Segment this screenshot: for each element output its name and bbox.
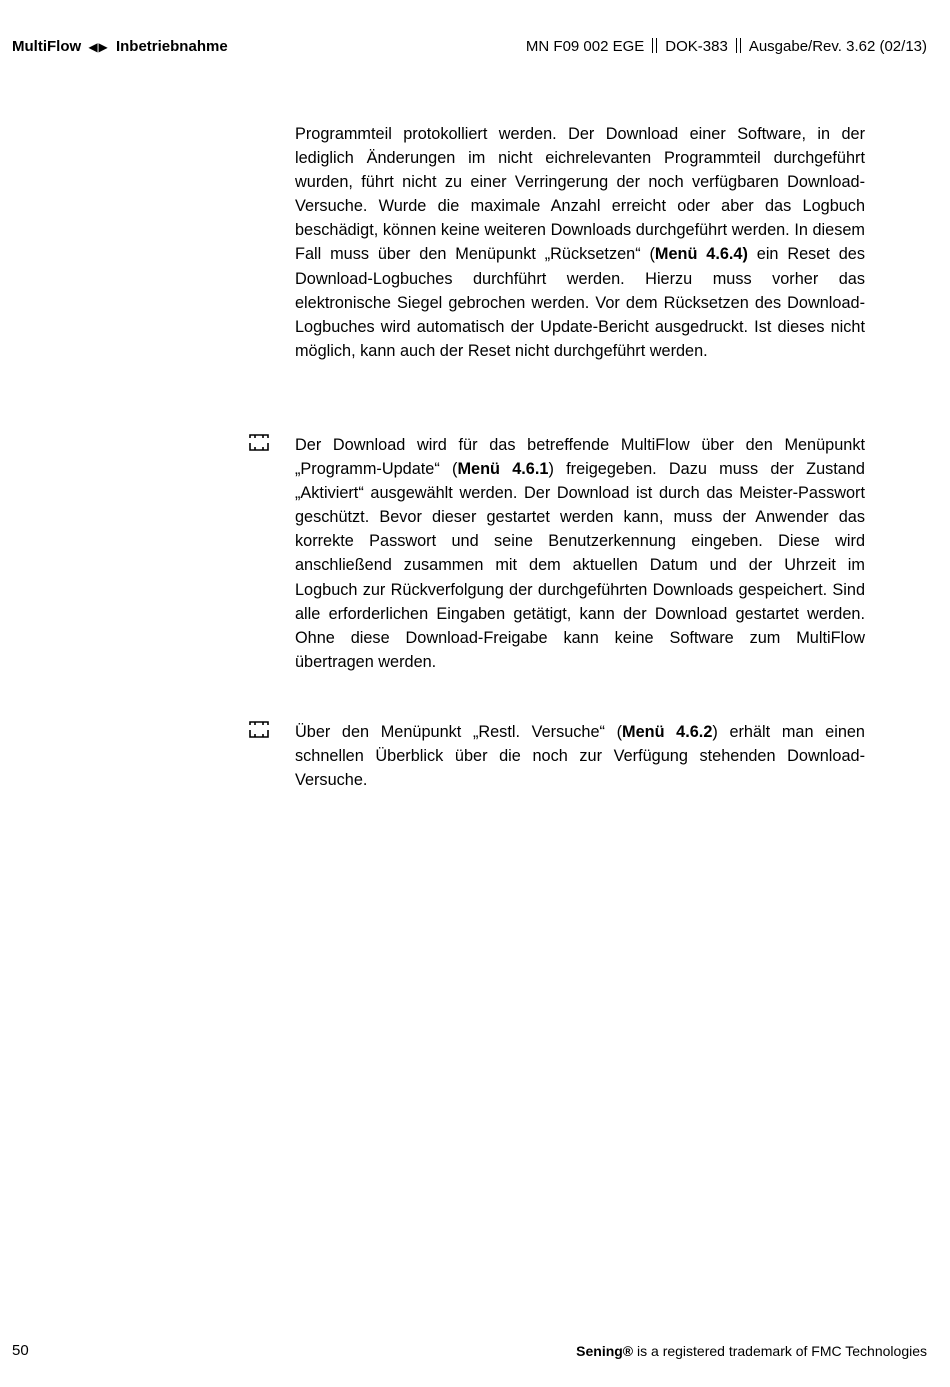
page-number: 50	[12, 1342, 29, 1359]
menu-reference: Menü 4.6.1	[457, 460, 549, 479]
bracket-note-icon	[249, 434, 269, 451]
paragraph-text: ein Reset des Download-Logbuches durchführt werden. Hierzu muss vorher das elektronische Siegel gebrochen werden. Vor dem Rücksetzen des Download-Logbuches wird automatisch der Update-Bericht ausgedruckt. Ist dieses nicht möglich, kann auch der Reset nicht durchgeführt werden.	[295, 245, 865, 360]
paragraph-text: ) erhält man einen schnellen Überblick über die noch zur Verfügung stehenden Download-Versuche.	[295, 723, 865, 790]
trademark-text: is a registered trademark of FMC Technologies	[633, 1343, 927, 1359]
page-header	[12, 38, 927, 60]
paragraph-text: Programmteil protokolliert werden. Der Download einer Software, in der lediglich Änderungen im nicht eichrelevanten Programmteil durchgeführt wurden, führt nicht zu einer Verringerung der noch verfügbaren Download-Versuche. Wurde die maximale Anzahl erreicht oder aber das Logbuch beschädigt, können keine weiteren Downloads durchgeführt werden. In diesem Fall muss über den Menüpunkt „Rücksetzen“ (	[295, 125, 865, 264]
header-title	[12, 38, 228, 55]
doc-number: MN F09 002 EGE	[525, 38, 645, 55]
separator	[736, 38, 741, 53]
paragraph	[295, 433, 865, 674]
revision: Ausgabe/Rev. 3.62 (02/13)	[748, 38, 927, 55]
menu-reference: Menü 4.6.4)	[654, 245, 748, 264]
bracket-note-icon	[249, 721, 269, 738]
trademark-brand: Sening®	[576, 1343, 634, 1359]
section-name: Inbetriebnahme	[115, 38, 228, 55]
doc-id: DOK-383	[665, 38, 728, 55]
menu-reference: Menü 4.6.2	[622, 723, 713, 741]
paragraph	[295, 720, 865, 792]
product-name: MultiFlow	[12, 38, 82, 55]
document-reference	[526, 38, 927, 55]
paragraph-text: Über den Menüpunkt „Restl. Versuche“ (	[295, 723, 623, 741]
separator	[652, 38, 657, 53]
nav-arrows-icon: ◀▶	[88, 40, 109, 54]
paragraph	[295, 122, 865, 363]
paragraph-text: ) freigegeben. Dazu muss der Zustand „Aktiviert“ ausgewählt werden. Der Download ist durch das Meister-Passwort geschützt. Bevor dieser gestartet werden kann, muss der Anwender das korrekte Passwort und seine Benutzerkennung eingeben. Diese wird anschließend zusammen mit dem aktuellen Datum und der Uhrzeit im Logbuch zur Rückverfolgung der durchgeführten Downloads gespeichert. Sind alle erforderlichen Eingaben getätigt, kann der Download gestartet werden. Ohne diese Download-Freigabe kann keine Software zum MultiFlow übertragen werden.	[295, 460, 865, 671]
trademark-notice	[576, 1343, 927, 1359]
paragraph-text: Der Download wird für das betreffende MultiFlow über den Menüpunkt „Programm-Update“ (	[295, 436, 865, 479]
